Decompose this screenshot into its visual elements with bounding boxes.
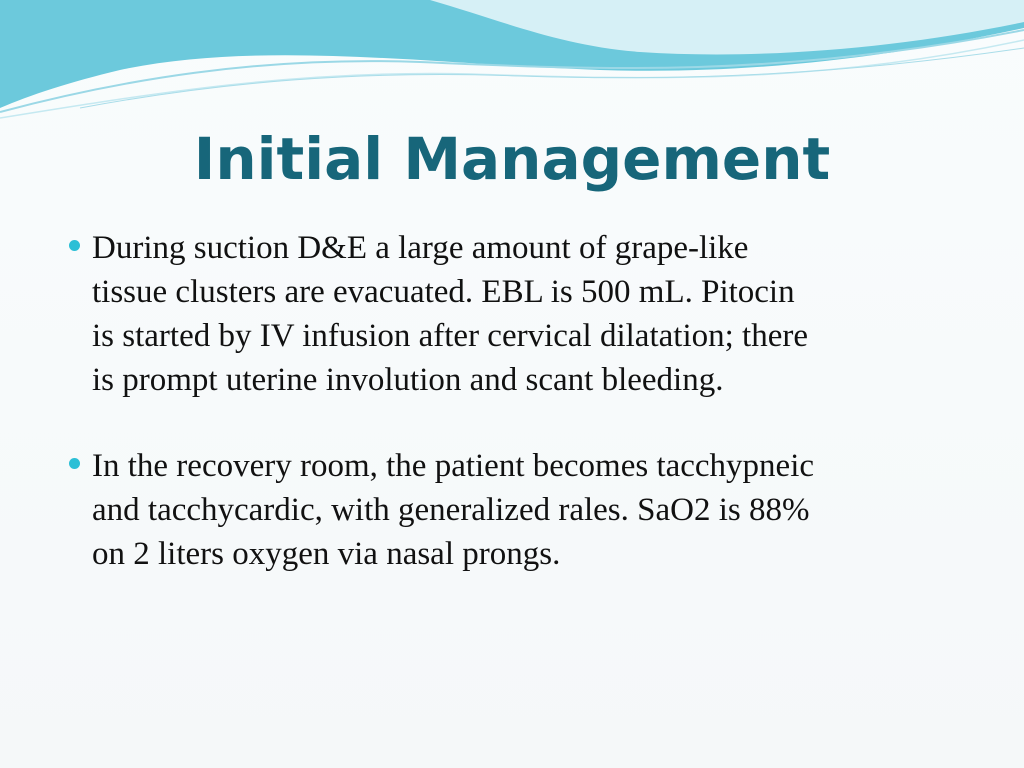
bullet-list [62,226,972,618]
bullet-text: During suction D&E a large amount of grape-like tissue clusters are evacuated. EBL is 500 mL. Pitocin is started by IV infusion after cervical dilatation; there is prompt uterine involution and scant bleeding. [92,230,808,398]
wave-decoration [0,0,1024,130]
bullet-text: In the recovery room, the patient becomes tacchypneic and tacchycardic, with generalized rales. SaO2 is 88% on 2 liters oxygen via nasal prongs. [92,448,815,572]
slide-title: Initial Management [193,125,831,193]
bullet-item [62,226,972,402]
bullet-dot-icon [69,458,80,469]
bullet-dot-icon [69,240,80,251]
bullet-item [62,444,972,576]
